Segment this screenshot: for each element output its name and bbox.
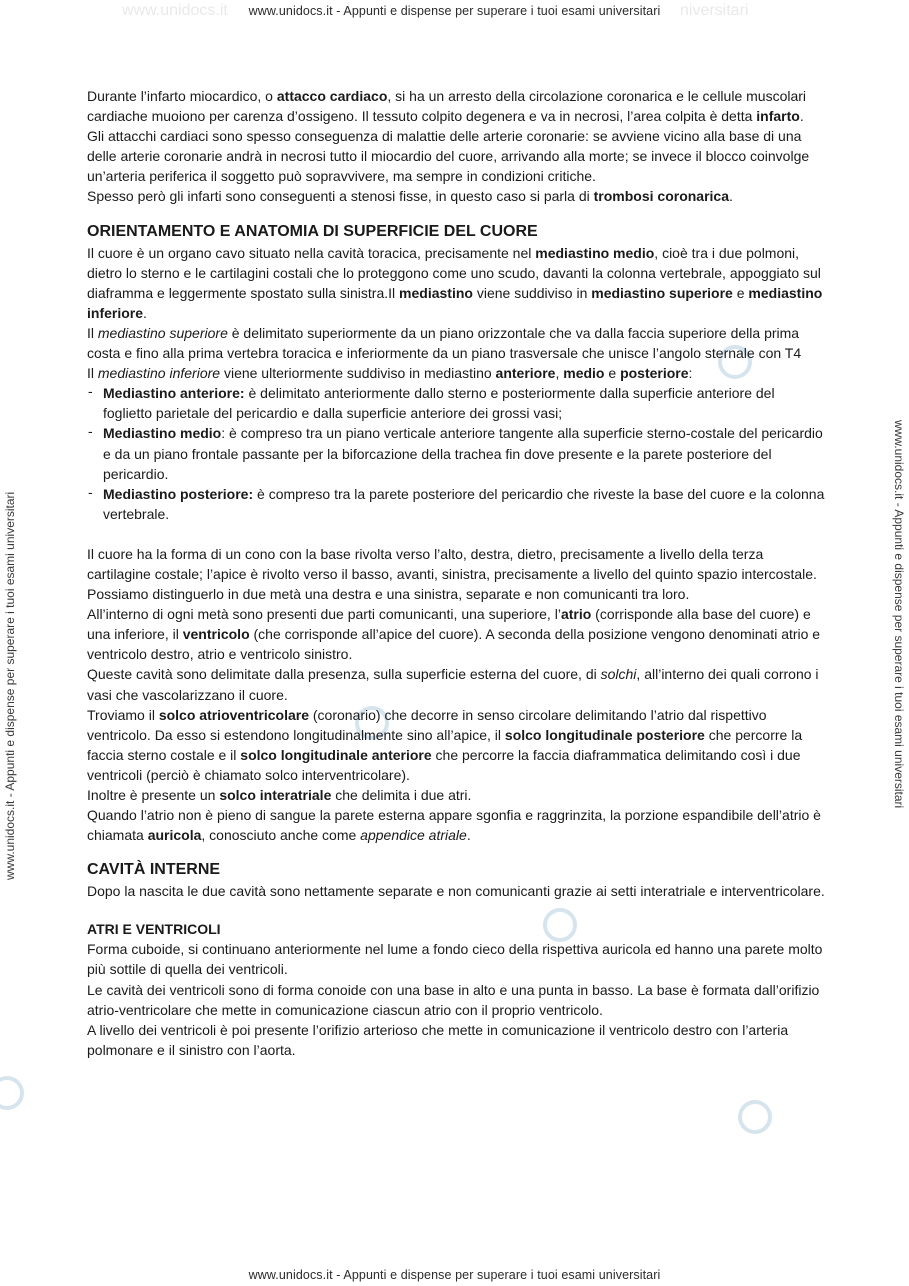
intro-paragraph: Spesso però gli infarti sono conseguenti a stenosi fisse, in questo caso si parla di trombosi coronarica. xyxy=(87,188,733,205)
mediastino-list xyxy=(87,383,827,524)
body-paragraph: Il cuore è un organo cavo situato nella cavità toracica, precisamente nel mediastino medio, cioè tra i due polmoni, dietro lo sterno e le cartilagini costali che lo proteggono come uno scudo, davanti la colonna vertebrale, appoggiato sul diaframma e leggermente spostato sulla sinistra.Il mediastino viene suddiviso in mediastino superiore e mediastino inferiore. xyxy=(87,244,823,321)
watermark-ghost: niversitari xyxy=(680,2,749,19)
intro-paragraph: Gli attacchi cardiaci sono spesso conseguenza di malattie delle arterie coronarie: se avviene vicino alla base di una delle arterie coronarie andrà in necrosi tutto il miocardio del cuore, arrivando alla morte; se invece il blocco coinvolge un’arteria periferica il soggetto può sopravvivere, ma sempre in condizioni critiche. xyxy=(87,128,810,185)
body-paragraph: All’interno di ogni metà sono presenti due parti comunicanti, una superiore, l’atrio (corrisponde alla base del cuore) e una inferiore, il ventricolo (che corrisponde all’apice del cuore). A seconda della posizione vengono denominati atrio e ventricolo destro, atrio e ventricolo sinistro. xyxy=(87,606,821,663)
body-paragraph: Le cavità dei ventricoli sono di forma conoide con una base in alto e una punta in basso. La base è formata dall’orifizio atrio-ventricolare che mette in comunicazione ciascun atrio con il proprio ventricolo. xyxy=(87,981,820,1018)
body-paragraph: Il mediastino superiore è delimitato superiormente da un piano orizzontale che va dalla faccia superiore della prima costa e fino alla prima vertebra toracica e inferiormente da un piano trasversale che unisce l’angolo sternale con T4 xyxy=(87,324,802,362)
subsection-heading: ATRI E VENTRICOLI xyxy=(87,921,221,938)
watermark-side-left: www.unidocs.it - Appunti e dispense per superare i tuoi esami universitari xyxy=(3,491,17,880)
body-paragraph: Possiamo distinguerlo in due metà una destra e una sinistra, separate e non comunicanti tra loro. xyxy=(87,586,690,603)
list-item: - Mediastino posteriore: è compreso tra la parete posteriore del pericardio che riveste la base del cuore e la colonna vertebrale. xyxy=(87,484,827,524)
watermark-header[interactable]: www.unidocs.it - Appunti e dispense per superare i tuoi esami universitari xyxy=(248,4,661,18)
body-paragraph: Inoltre è presente un solco interatriale che delimita i due atri. xyxy=(87,787,472,803)
body-paragraph: Forma cuboide, si continuano anteriormente nel lume a fondo cieco della rispettiva auricola ed hanno una parete molto più sottile di quella dei ventricoli. xyxy=(87,941,823,978)
watermark-ghost: www.unidocs.it xyxy=(122,2,228,19)
body-paragraph: Queste cavità sono delimitate dalla presenza, sulla superficie esterna del cuore, di solchi, all’interno dei quali corrono i vasi che vascolarizzano il cuore. xyxy=(87,666,819,703)
document-body xyxy=(87,86,827,1060)
list-item: - Mediastino anteriore: è delimitato anteriormente dallo sterno e posteriormente dalla superficie anteriore del foglietto parietale del pericardio e dalla superficie anteriore dei grossi vasi; xyxy=(87,383,827,423)
body-paragraph: Il cuore ha la forma di un cono con la base rivolta verso l’alto, destra, dietro, precisamente a livello della terza cartilagine costale; l’apice è rivolto verso il basso, avanti, sinistra, precisamente a livello del quinto spazio intercostale. xyxy=(87,545,817,582)
watermark-logo-icon xyxy=(738,1100,772,1134)
body-paragraph: A livello dei ventricoli è poi presente l’orifizio arterioso che mette in comunicazione il ventricolo destro con l’arteria polmonare e il sinistro con l’aorta. xyxy=(87,1021,789,1058)
body-paragraph: Il mediastino inferiore viene ulteriormente suddiviso in mediastino anteriore, medio e posteriore: xyxy=(87,365,693,382)
body-paragraph: Dopo la nascita le due cavità sono nettamente separate e non comunicanti grazie ai setti interatriale e interventricolare. xyxy=(87,883,825,900)
list-item: - Mediastino medio: è compreso tra un piano verticale anteriore tangente alla superficie sterno-costale del pericardio e da un piano frontale passante per la biforcazione della trachea fin dove presente e la parete posteriore del pericardio. xyxy=(87,423,827,483)
body-paragraph: Troviamo il solco atrioventricolare (coronario) che decorre in senso circolare delimitando l’atrio dal rispettivo ventricolo. Da esso si estendono longitudinalmente sino all’apice, il solco longitudinale posteriore che percorre la faccia sterno costale e il solco longitudinale anteriore che percorre la faccia diaframmatica delimitando così i due ventricoli (perciò è chiamato solco interventricolare). xyxy=(87,706,803,783)
watermark-side-right: www.unidocs.it - Appunti e dispense per superare i tuoi esami universitari xyxy=(892,420,906,809)
section-heading: CAVITÀ INTERNE xyxy=(87,861,221,879)
body-paragraph: Quando l’atrio non è pieno di sangue la parete esterna appare sgonfia e raggrinzita, la porzione espandibile dell’atrio è chiamata auricola, conosciuto anche come appendice atriale. xyxy=(87,807,821,844)
watermark-footer[interactable]: www.unidocs.it - Appunti e dispense per superare i tuoi esami universitari xyxy=(248,1268,661,1282)
watermark-logo-icon xyxy=(0,1076,24,1110)
intro-paragraph: Durante l’infarto miocardico, o attacco cardiaco, si ha un arresto della circolazione coronarica e le cellule muscolari cardiache muoiono per carenza d’ossigeno. Il tessuto colpito degenera e va in necrosi, l’area colpita è detta infarto. xyxy=(87,88,807,125)
section-heading: ORIENTAMENTO E ANATOMIA DI SUPERFICIE DEL CUORE xyxy=(87,222,538,240)
